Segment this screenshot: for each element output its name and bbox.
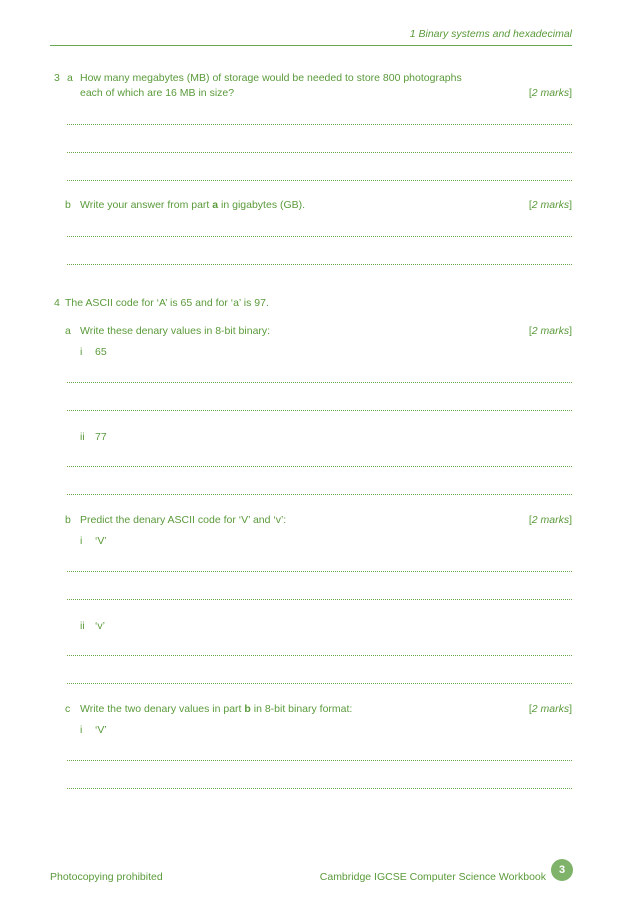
part-label: a: [65, 325, 71, 337]
marks-label: [2 marks]: [528, 514, 572, 526]
answer-line[interactable]: [67, 180, 572, 181]
subpart-text: 65: [95, 346, 107, 358]
answer-line[interactable]: [67, 410, 572, 411]
question-text: each of which are 16 MB in size?: [80, 87, 235, 99]
subpart-label: i: [80, 346, 83, 358]
question-text: Write these denary values in 8-bit binary:: [80, 325, 271, 337]
part-label: b: [65, 199, 71, 211]
answer-line[interactable]: [67, 760, 572, 761]
marks-label: [2 marks]: [528, 87, 572, 99]
answer-line[interactable]: [67, 264, 572, 265]
part-label: c: [65, 703, 71, 715]
answer-line[interactable]: [67, 236, 572, 237]
question-text: The ASCII code for ‘A’ is 65 and for ‘a’ is 97.: [65, 297, 269, 309]
answer-line[interactable]: [67, 599, 572, 600]
answer-line[interactable]: [67, 466, 572, 467]
subpart-label: i: [80, 724, 83, 736]
answer-line[interactable]: [67, 152, 572, 153]
answer-line[interactable]: [67, 655, 572, 656]
answer-line[interactable]: [67, 571, 572, 572]
page-number-badge: 3: [551, 859, 573, 881]
question-text: How many megabytes (MB) of storage would be needed to store 800 photographs: [80, 72, 462, 84]
answer-line[interactable]: [67, 788, 572, 789]
answer-line[interactable]: [67, 124, 572, 125]
marks-label: [2 marks]: [528, 703, 572, 715]
subpart-text: ‘V’: [95, 535, 107, 547]
part-label: a: [67, 72, 73, 84]
subpart-text: 77: [95, 431, 107, 443]
subpart-text: ‘v’: [95, 620, 105, 632]
subpart-label: i: [80, 535, 83, 547]
question-text: Predict the denary ASCII code for ‘V’ and ‘v’:: [80, 514, 287, 526]
marks-label: [2 marks]: [528, 199, 572, 211]
answer-line[interactable]: [67, 494, 572, 495]
running-header: 1 Binary systems and hexadecimal: [409, 28, 572, 40]
footer-copyright: Photocopying prohibited: [50, 871, 163, 883]
question-text: Write your answer from part a in gigabytes (GB).: [80, 199, 306, 211]
subpart-label: ii: [80, 620, 85, 632]
answer-line[interactable]: [67, 683, 572, 684]
question-number: 3: [54, 72, 60, 84]
footer-book-title: Cambridge IGCSE Computer Science Workbook: [319, 871, 546, 883]
subpart-label: ii: [80, 431, 85, 443]
answer-line[interactable]: [67, 382, 572, 383]
question-text: Write the two denary values in part b in 8-bit binary format:: [80, 703, 353, 715]
part-label: b: [65, 514, 71, 526]
header-divider: [50, 45, 572, 46]
subpart-text: ‘V’: [95, 724, 107, 736]
question-number: 4: [54, 297, 60, 309]
marks-label: [2 marks]: [528, 325, 572, 337]
